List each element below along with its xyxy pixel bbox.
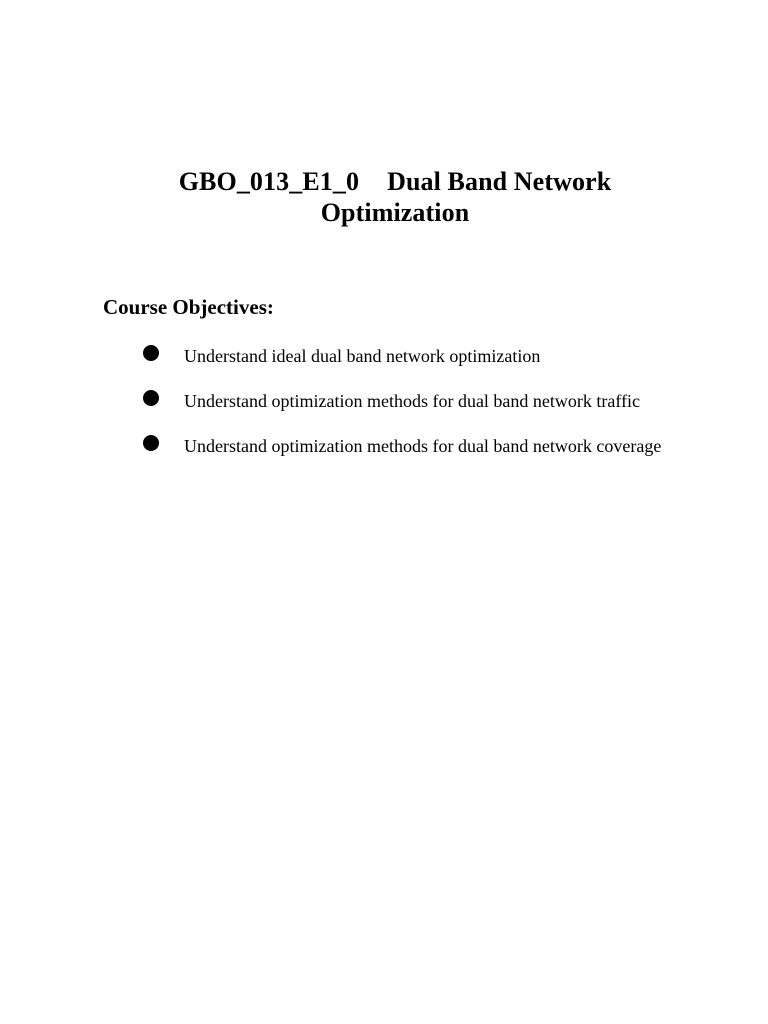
objective-text: Understand optimization methods for dual band network traffic (184, 391, 641, 411)
objective-text: Understand ideal dual band network optimization (184, 346, 541, 366)
objective-item (143, 384, 688, 418)
course-title: Dual Band Network Optimization (320, 167, 612, 227)
course-objectives-heading: Course Objectives: (103, 295, 274, 319)
course-code: GBO_013_E1_0 (178, 167, 360, 196)
filled-circle-bullet-icon (143, 345, 159, 361)
objective-item (143, 429, 688, 463)
objective-text: Understand optimization methods for dual band network coverage (184, 436, 662, 456)
objective-item (143, 339, 688, 373)
filled-circle-bullet-icon (143, 435, 159, 451)
course-objectives-list (143, 339, 688, 474)
document-title (150, 166, 640, 228)
filled-circle-bullet-icon (143, 390, 159, 406)
